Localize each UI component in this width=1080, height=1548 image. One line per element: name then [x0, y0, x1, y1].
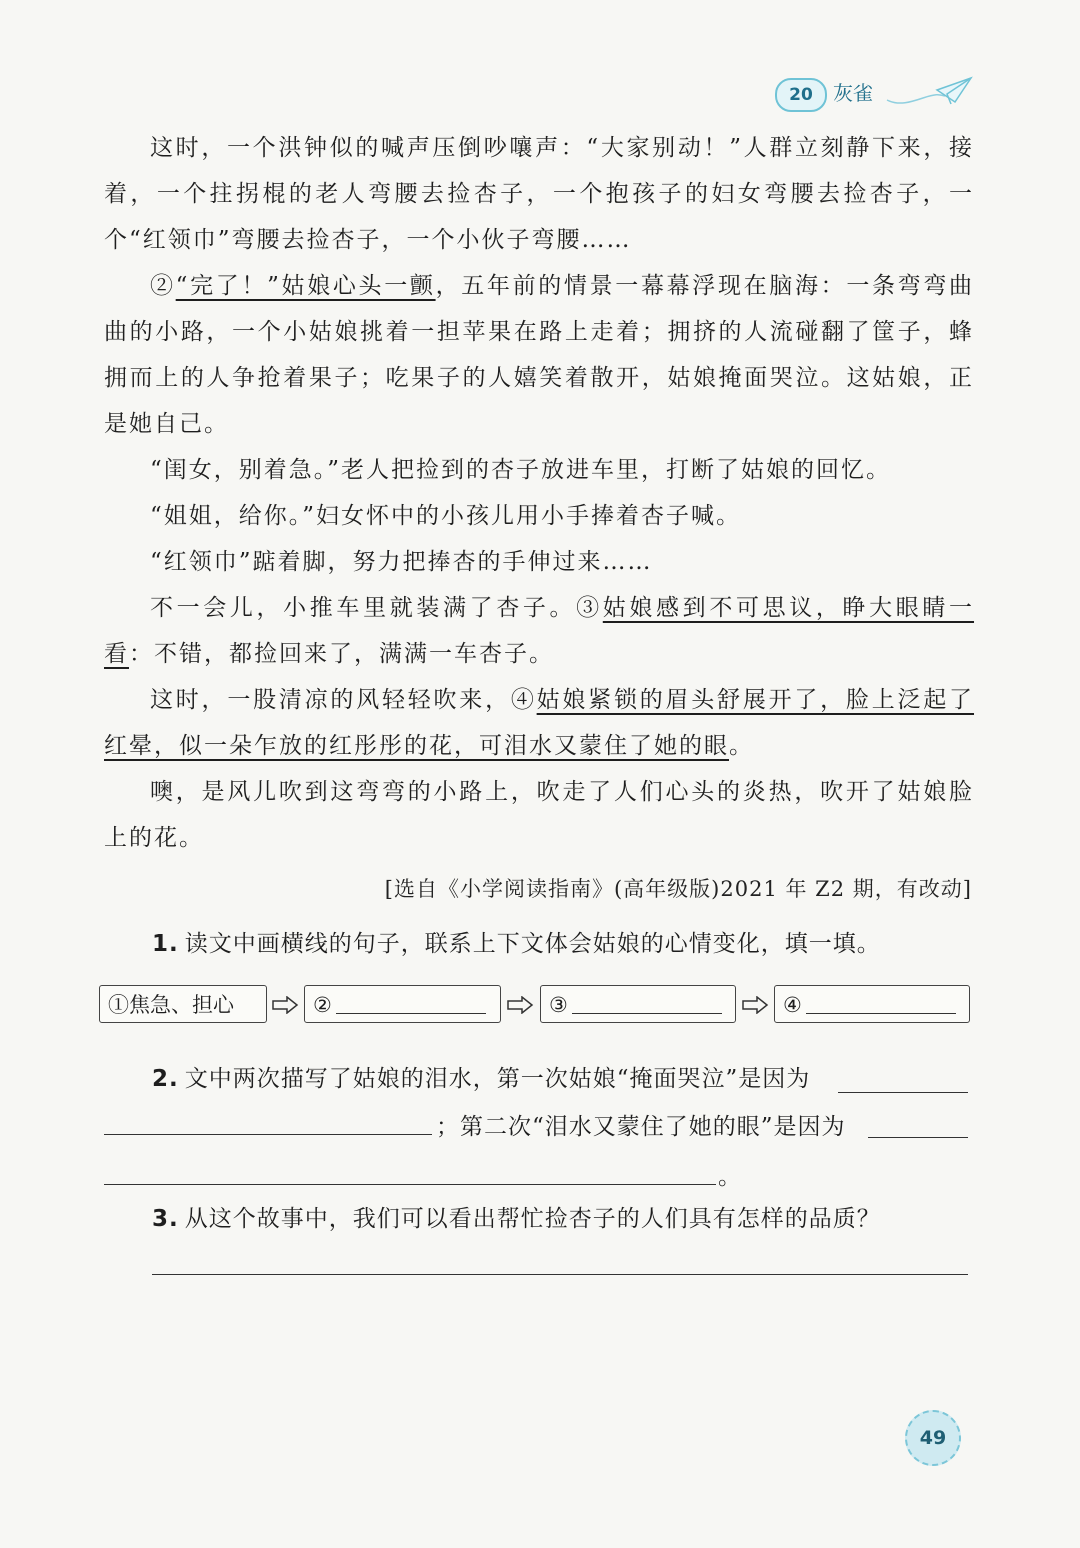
- underlined-sentence-3: 姑娘感到不可思议，睁大眼睛一看: [104, 595, 975, 667]
- answer-line-3[interactable]: [152, 1274, 968, 1275]
- lesson-header: [775, 72, 995, 112]
- paragraph-6-rest: ：不错，都捡回来了，满满一车杏子。: [129, 641, 554, 667]
- answer-line-2a[interactable]: [838, 1092, 968, 1093]
- lesson-number-badge: 20: [775, 78, 827, 112]
- marker-2: ②: [150, 273, 176, 299]
- right-arrow-icon: [506, 996, 534, 1014]
- mood-box-2-label: ②: [313, 993, 332, 1017]
- paragraph-2: [104, 263, 974, 447]
- mood-box-1-text: ①焦急、担心: [108, 993, 234, 1017]
- source-citation: [选自《小学阅读指南》(高年级版)2021 年 Z2 期，有改动]: [384, 877, 972, 901]
- lesson-title: 灰雀: [833, 81, 873, 105]
- answer-line-2b[interactable]: [104, 1134, 432, 1135]
- paragraph-6: [104, 585, 974, 677]
- question-3-text: 从这个故事中，我们可以看出帮忙捡杏子的人们具有怎样的品质？: [184, 1206, 881, 1232]
- story-passage: [104, 125, 974, 861]
- question-1: [152, 925, 881, 958]
- page-number: 49: [905, 1410, 961, 1466]
- question-2-text-b: ；第二次“泪水又蒙住了她的眼”是因为: [436, 1114, 846, 1140]
- paragraph-2-rest: ，五年前的情景一幕幕浮现在脑海：一条弯弯曲曲的小路，一个小姑娘挑着一担苹果在路上走着；拥挤的人流碰翻了筐子，蜂拥而上的人争抢着果子；吃果子的人嬉笑着散开，姑娘掩面哭泣。这姑娘，正是她自己。: [104, 273, 974, 437]
- paper-plane-icon: [885, 72, 975, 112]
- question-2-end: 。: [718, 1164, 742, 1190]
- question-2-text-a: 文中两次描写了姑娘的泪水，第一次姑娘“掩面哭泣”是因为: [184, 1066, 811, 1092]
- paragraph-3: “闺女，别着急。”老人把捡到的杏子放进车里，打断了姑娘的回忆。: [150, 457, 892, 483]
- marker-3: ③: [576, 595, 603, 621]
- question-1-number: 1.: [152, 931, 179, 957]
- mood-box-3-label: ③: [549, 993, 568, 1017]
- mood-box-4-blank[interactable]: [806, 991, 956, 1014]
- answer-line-2c[interactable]: [868, 1137, 968, 1138]
- mood-box-1: [99, 985, 267, 1023]
- right-arrow-icon: [271, 996, 299, 1014]
- paragraph-6-start: 不一会儿，小推车里就装满了杏子。: [150, 595, 577, 621]
- question-2-part-b: [436, 1108, 846, 1141]
- marker-4: ④: [510, 687, 537, 713]
- paragraph-7: [104, 677, 974, 769]
- mood-box-4-label: ④: [783, 993, 802, 1017]
- answer-line-2d[interactable]: [104, 1184, 716, 1185]
- question-3: [152, 1200, 881, 1233]
- question-2: [152, 1060, 810, 1093]
- mood-box-2[interactable]: [304, 985, 501, 1023]
- underlined-sentence-2: “完了！”姑娘心头一颤: [175, 273, 436, 299]
- paragraph-4: “姐姐，给你。”妇女怀中的小孩儿用小手捧着杏子喊。: [150, 503, 742, 529]
- mood-box-3[interactable]: [540, 985, 736, 1023]
- mood-box-4[interactable]: [774, 985, 970, 1023]
- paragraph-8: 噢，是风儿吹到这弯弯的小路上，吹走了人们心头的炎热，吹开了姑娘脸上的花。: [104, 779, 974, 851]
- right-arrow-icon: [741, 996, 769, 1014]
- paragraph-7-end: 。: [729, 733, 754, 759]
- mood-box-3-blank[interactable]: [572, 991, 722, 1014]
- underlined-sentence-4: 姑娘紧锁的眉头舒展开了，脸上泛起了红晕，似一朵乍放的红彤彤的花，可泪水又蒙住了她的眼: [104, 687, 975, 759]
- question-1-text: 读文中画横线的句子，联系上下文体会姑娘的心情变化，填一填。: [184, 931, 881, 957]
- paragraph-1: 这时，一个洪钟似的喊声压倒吵嚷声：“大家别动！”人群立刻静下来，接着，一个拄拐棍的老人弯腰去捡杏子，一个抱孩子的妇女弯腰去捡杏子，一个“红领巾”弯腰去捡杏子，一个小伙子弯腰……: [104, 135, 974, 253]
- paragraph-5: “红领巾”踮着脚，努力把捧杏的手伸过来……: [150, 549, 653, 575]
- question-2-number: 2.: [152, 1066, 179, 1092]
- paragraph-7-start: 这时，一股清凉的风轻轻吹来，: [150, 687, 511, 713]
- mood-box-2-blank[interactable]: [336, 991, 486, 1014]
- question-3-number: 3.: [152, 1206, 179, 1232]
